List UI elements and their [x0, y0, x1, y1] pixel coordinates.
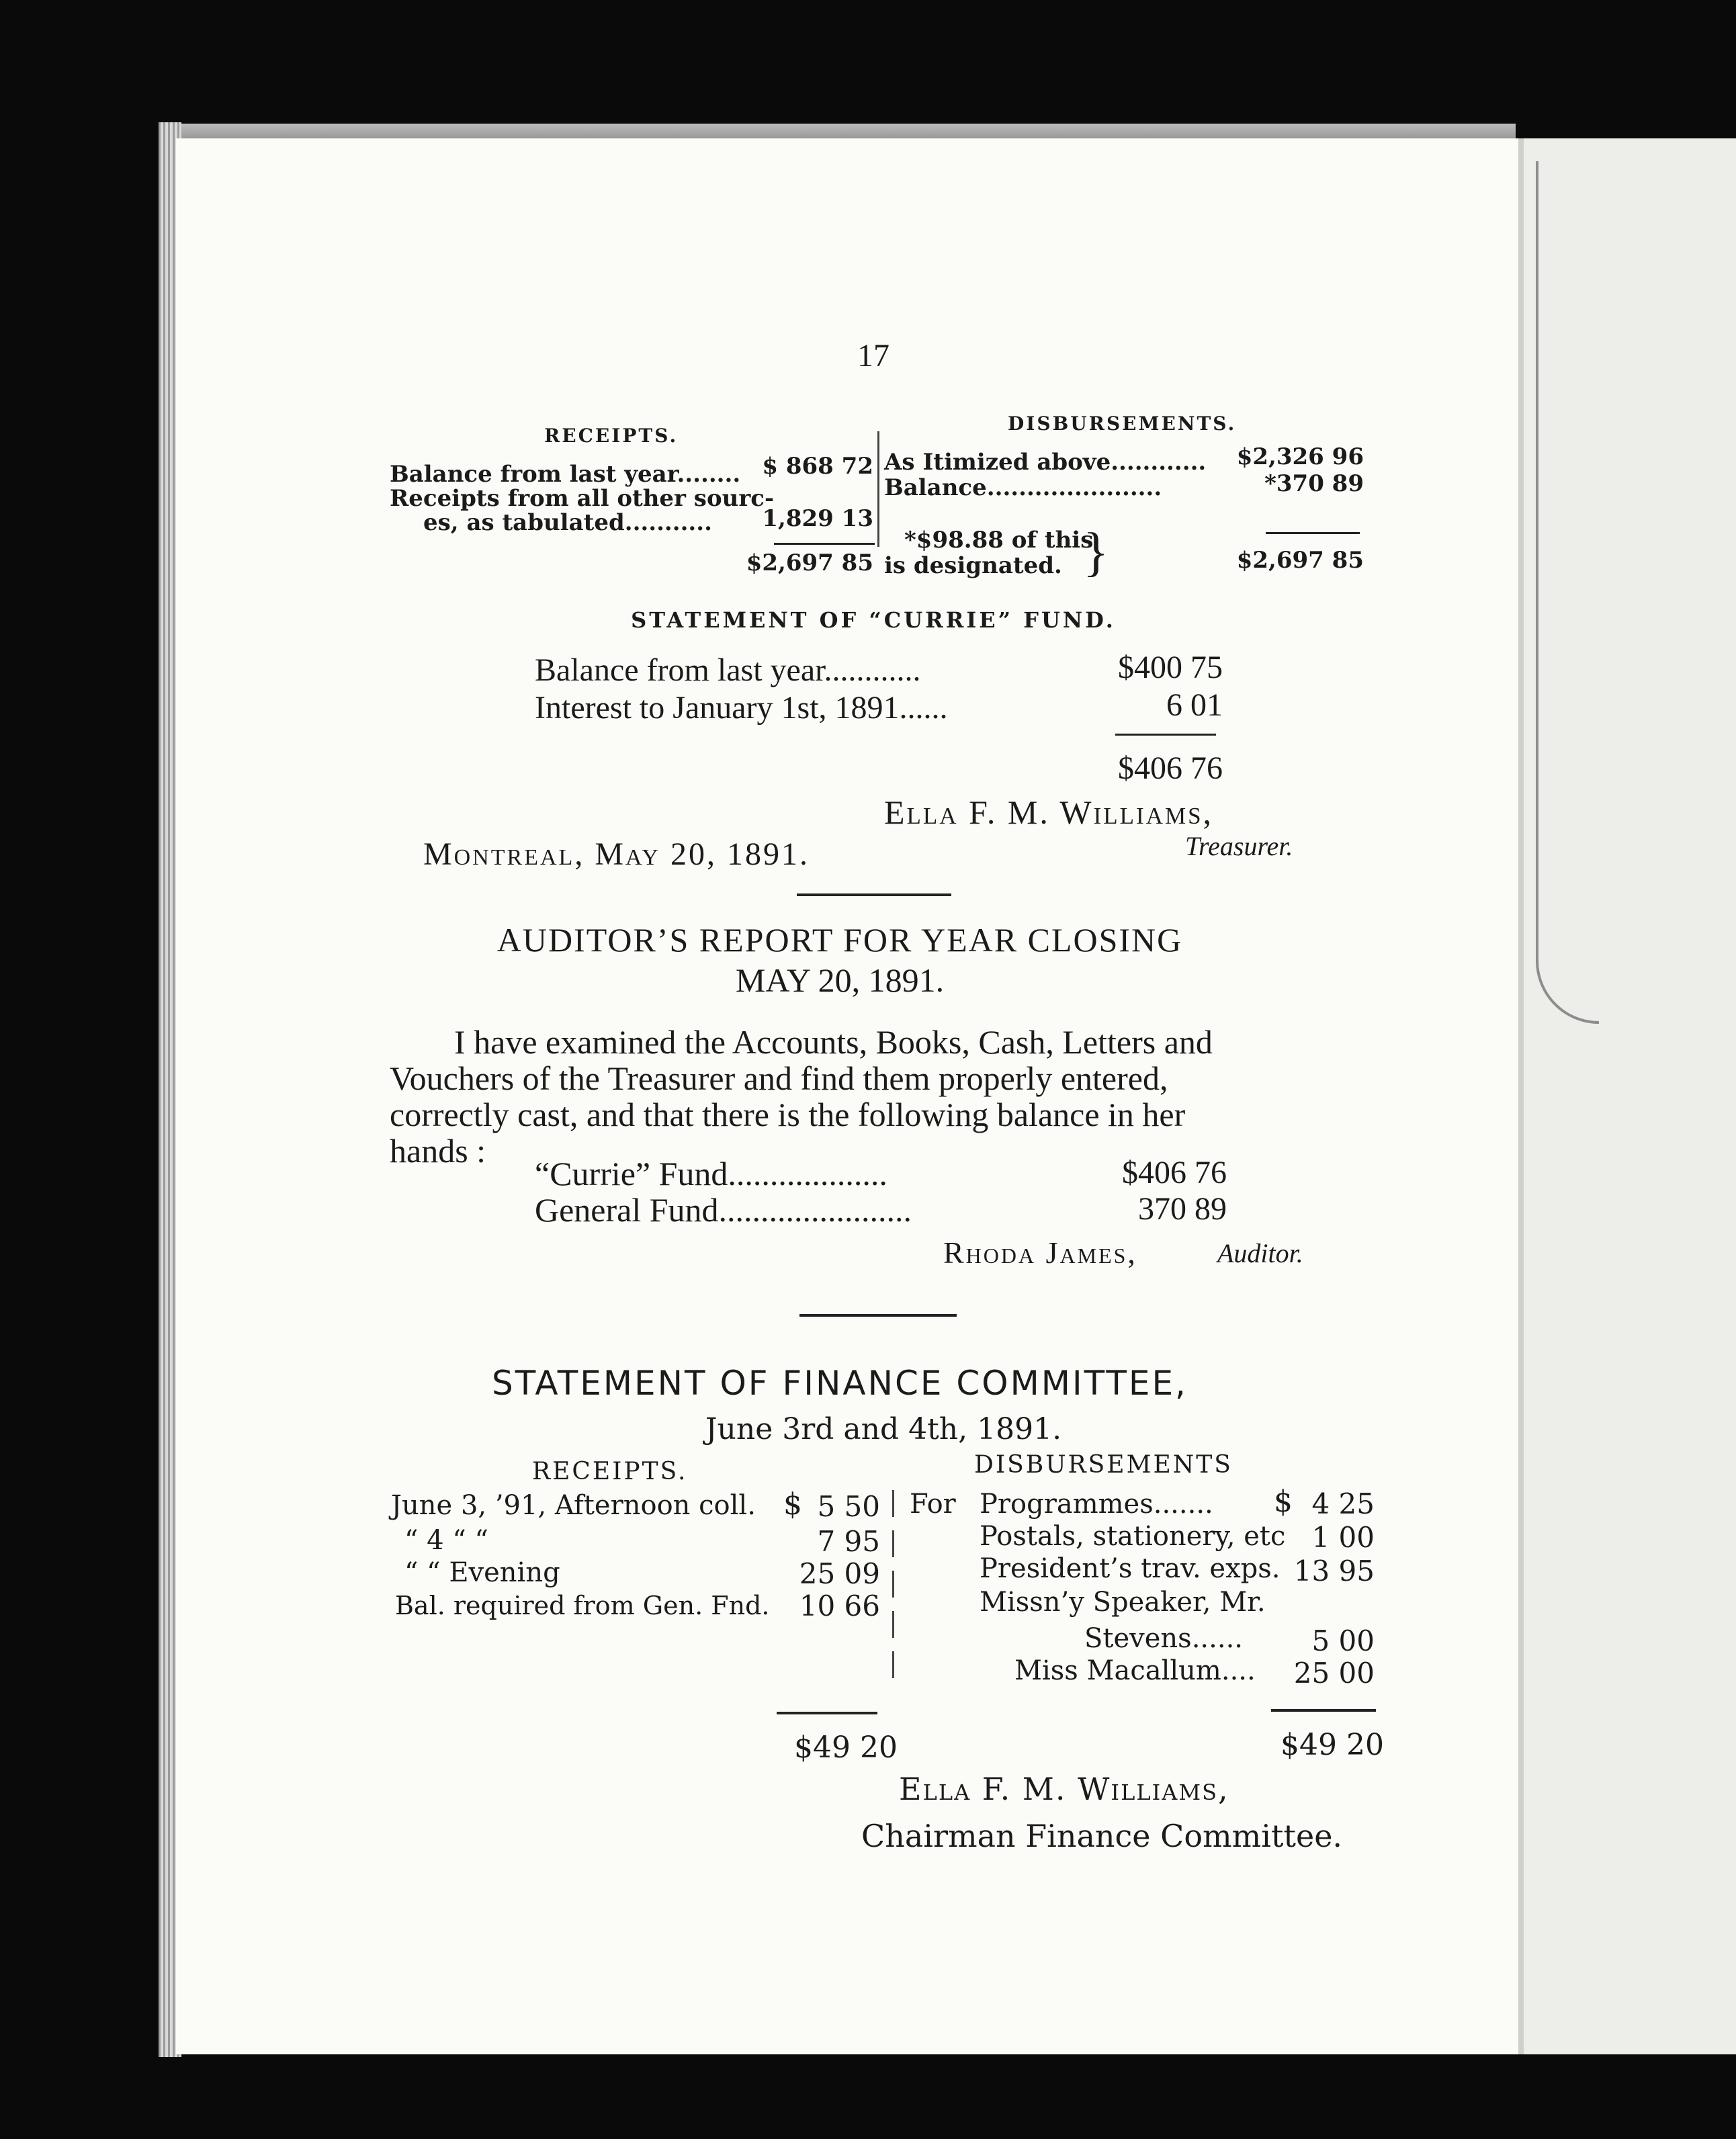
currie-row-label-1: Balance from last year............: [535, 652, 921, 688]
finance-receipt-dollar-1: $: [783, 1487, 802, 1522]
finance-receipt-amount-4: 10 66: [799, 1589, 880, 1622]
disbursement-label-1: As Itimized above............: [884, 449, 1207, 476]
page-number: 17: [857, 338, 889, 374]
receipts-total-rule: [774, 543, 875, 545]
receipt-label-3: es, as tabulated...........: [423, 509, 712, 536]
finance-disbursements-header: DISBURSEMENTS: [974, 1451, 1233, 1479]
finance-disbursement-label-4: Missn’y Speaker, Mr.: [980, 1587, 1266, 1618]
disbursements-total: $2,697 85: [1236, 547, 1364, 574]
finance-disbursement-amount-1: 4 25: [1311, 1487, 1375, 1520]
finance-signature-role: Chairman Finance Committee.: [861, 1818, 1343, 1854]
finance-signature: Ella F. M. Williams,: [899, 1771, 1229, 1807]
auditor-title-1: AUDITOR’S REPORT FOR YEAR CLOSING: [496, 921, 1183, 959]
auditor-fund-amount-2: 370 89: [1138, 1191, 1227, 1227]
finance-subtitle: June 3rd and 4th, 1891.: [705, 1412, 1062, 1446]
section-divider-1: [797, 893, 951, 896]
finance-disbursements-total: $49 20: [1281, 1728, 1384, 1762]
section-divider-2: [799, 1314, 957, 1317]
finance-disbursement-label-2: Postals, stationery, etc: [980, 1521, 1286, 1552]
auditor-fund-amount-1: $406 76: [1122, 1155, 1227, 1190]
column-divider: [877, 431, 879, 547]
receipt-label-1: Balance from last year........: [390, 461, 741, 488]
currie-fund-title: STATEMENT OF “CURRIE” FUND.: [631, 607, 1116, 633]
finance-disbursement-amount-6: 25 00: [1293, 1657, 1375, 1690]
finance-disbursement-amount-2: 1 00: [1311, 1521, 1375, 1554]
currie-row-amount-2: 6 01: [1166, 687, 1223, 723]
receipt-label-2: Receipts from all other sourc-: [390, 485, 775, 512]
designated-note-2: is designated.: [884, 552, 1062, 579]
finance-receipt-label-3: “ “ Evening: [404, 1557, 560, 1588]
auditor-role: Auditor.: [1217, 1238, 1303, 1268]
currie-row-label-2: Interest to January 1st, 1891......: [535, 690, 948, 726]
finance-disbursement-amount-3: 13 95: [1293, 1555, 1375, 1587]
finance-receipts-total-rule: [777, 1712, 877, 1714]
finance-disbursement-label-3: President’s trav. exps.: [980, 1553, 1281, 1584]
finance-title: STATEMENT OF FINANCE COMMITTEE,: [492, 1364, 1188, 1403]
auditor-signature: Rhoda James,: [943, 1235, 1137, 1270]
finance-receipt-label-2: “ 4 “ “: [404, 1525, 488, 1556]
disbursement-amount-2: *370 89: [1264, 470, 1364, 497]
receipt-amount-3: 1,829 13: [762, 505, 873, 532]
disbursement-amount-1: $2,326 96: [1236, 443, 1364, 470]
finance-disbursements-total-rule: [1271, 1709, 1376, 1712]
facing-page-curl: [1536, 161, 1599, 1024]
currie-total-rule: [1115, 734, 1216, 736]
finance-disbursements-prefix: For: [910, 1489, 956, 1520]
auditor-title-2: MAY 20, 1891.: [735, 961, 945, 999]
finance-receipts-header: RECEIPTS.: [532, 1458, 688, 1485]
finance-disbursement-label-5: Stevens......: [1084, 1623, 1243, 1654]
finance-disbursement-label-6: Miss Macallum....: [1014, 1655, 1256, 1686]
auditor-body-line-1: I have examined the Accounts, Books, Cash, Letters and: [454, 1023, 1213, 1061]
designated-note-1: *$98.88 of this: [904, 527, 1094, 554]
finance-disbursement-label-1: Programmes.......: [980, 1489, 1213, 1520]
disbursements-header: DISBURSEMENTS.: [1008, 412, 1237, 435]
currie-total: $406 76: [1118, 750, 1223, 786]
treasurer-signature: Ella F. M. Williams,: [884, 793, 1214, 831]
finance-receipt-label-4: Bal. required from Gen. Fnd.: [395, 1591, 770, 1620]
auditor-body-line-2: Vouchers of the Treasurer and find them properly entered,: [390, 1059, 1168, 1097]
finance-receipt-label-1: June 3, ’91, Afternoon coll.: [391, 1490, 756, 1521]
receipts-total: $2,697 85: [746, 550, 873, 576]
treasurer-role: Treasurer.: [1185, 831, 1293, 861]
brace-glyph: }: [1083, 523, 1109, 582]
disbursement-label-2: Balance......................: [884, 474, 1162, 501]
receipts-header: RECEIPTS.: [544, 425, 679, 447]
book-gutter: [1518, 138, 1524, 2054]
auditor-fund-label-2: General Fund.......................: [535, 1191, 912, 1229]
finance-column-divider: [892, 1490, 894, 1692]
place-date: Montreal, May 20, 1891.: [423, 836, 810, 872]
disbursements-total-rule: [1266, 532, 1360, 534]
finance-receipt-amount-3: 25 09: [799, 1557, 880, 1590]
currie-row-amount-1: $400 75: [1118, 650, 1223, 685]
auditor-body-line-4: hands :: [390, 1132, 486, 1170]
auditor-fund-label-1: “Currie” Fund...................: [535, 1155, 887, 1192]
finance-disbursement-dollar-1: $: [1274, 1485, 1293, 1519]
finance-disbursement-amount-5: 5 00: [1311, 1624, 1375, 1657]
receipt-amount-1: $ 868 72: [762, 453, 873, 480]
finance-receipt-amount-1: 5 50: [817, 1490, 880, 1523]
auditor-body-line-3: correctly cast, and that there is the following balance in her: [390, 1096, 1186, 1133]
finance-receipts-total: $49 20: [794, 1731, 898, 1765]
finance-receipt-amount-2: 7 95: [817, 1525, 880, 1558]
